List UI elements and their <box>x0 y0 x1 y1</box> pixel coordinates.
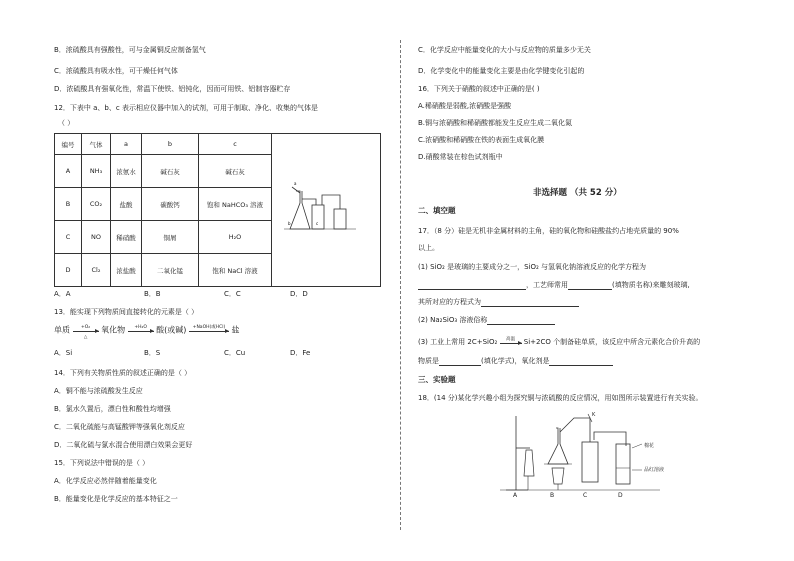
table-cell: 碳酸钙 <box>142 188 199 221</box>
chain-substance: 氧化物 <box>101 325 126 335</box>
svg-text:a: a <box>294 181 297 186</box>
table-cell: CO₂ <box>82 188 111 221</box>
part2-title: 非选择题 （共 52 分） <box>533 188 622 198</box>
reagent-table <box>54 133 381 287</box>
q13-option-b: B．S <box>144 349 161 357</box>
q15-option-b: B．能量变化是化学反应的基本特征之一 <box>54 495 178 503</box>
q15-stem: 15．下列说法中错误的是（ ） <box>54 459 150 467</box>
column-divider <box>400 40 401 530</box>
q15-option-a: A．化学反应必然伴随着能量变化 <box>54 477 157 485</box>
q17-stem-cont: 以上。 <box>418 244 439 252</box>
q15-option-d: D．化学变化中的能量变化主要是由化学键变化引起的 <box>418 67 585 75</box>
q17-part1-line3: 其所对应的方程式为 <box>418 297 579 307</box>
q11-option-b: B．浓硫酸具有强酸性，可与金属铜反应制备氢气 <box>54 46 206 54</box>
answer-blank[interactable] <box>418 281 526 290</box>
chain-substance: 盐 <box>231 325 240 335</box>
table-cell: NH₃ <box>82 155 111 188</box>
fig-label-k: K <box>592 412 596 418</box>
section-experiment: 三、实验题 <box>418 375 456 384</box>
table-cell: H₂O <box>199 221 272 254</box>
q11-option-c: C．浓硫酸具有吸水性，可干燥任何气体 <box>54 67 178 75</box>
table-cell: 碱石灰 <box>199 155 272 188</box>
table-cell: D <box>55 254 82 287</box>
table-cell: C <box>55 221 82 254</box>
q12-option-d: D．D <box>290 290 308 298</box>
table-cell: NO <box>82 221 111 254</box>
chain-substance: 酸(或碱) <box>156 325 187 335</box>
q12-option-a: A．A <box>54 290 71 298</box>
table-header: a <box>111 134 142 155</box>
reaction-arrow: +H₂O <box>128 325 154 335</box>
answer-blank[interactable] <box>568 281 612 290</box>
table-header: 编号 <box>55 134 82 155</box>
table-cell: 铜屑 <box>142 221 199 254</box>
fig-label-a: A <box>513 492 518 499</box>
table-cell: 饱和 NaCl 溶液 <box>199 254 272 287</box>
q17-stem: 17．（8 分）硅是无机非金属材料的主角，硅的氧化物和硅酸盐约占地壳质量的 90% <box>418 227 679 235</box>
q12-option-b: B．B <box>144 290 161 298</box>
table-cell: 饱和 NaHCO₃ 溶液 <box>199 188 272 221</box>
table-header: c <box>199 134 272 155</box>
reaction-arrow: +O₂ △ <box>73 325 99 335</box>
answer-blank[interactable] <box>439 357 481 366</box>
table-cell: Cl₂ <box>82 254 111 287</box>
reaction-arrow: 高温 <box>500 337 522 347</box>
answer-blank[interactable] <box>487 316 555 325</box>
apparatus-cell <box>272 134 381 287</box>
q12-stem: 12．下表中 a、b、c 表示相应仪器中加入的试剂，可用于制取、净化、收集的气体是 <box>54 104 318 112</box>
q18-stem: 18．(14 分)某化学兴趣小组为探究铜与浓硫酸的反应情况，用如图所示装置进行有关实验。 <box>418 394 703 402</box>
answer-blank[interactable] <box>549 357 613 366</box>
section-fill-in: 二、填空题 <box>418 206 456 215</box>
fig-label-d: D <box>618 492 623 499</box>
svg-text:c: c <box>316 221 319 226</box>
q11-option-d: D．浓硫酸具有强氧化性，常温下使铁、铝钝化，因而可用铁、铝制容器贮存 <box>54 85 291 93</box>
q13-stem: 13．能实现下列物质间直接转化的元素是（ ） <box>54 308 199 316</box>
table-cell: 二氧化锰 <box>142 254 199 287</box>
q12-paren: （ ） <box>58 119 75 127</box>
q17-part1: (1) SiO₂ 是玻璃的主要成分之一，SiO₂ 与氢氧化钠溶液反应的化学方程为 <box>418 263 646 271</box>
q12-option-c: C．C <box>224 290 241 298</box>
table-header-row <box>55 134 381 155</box>
q17-part1-line2: ，工艺师常用 (填物质名称)来雕刻玻璃, <box>418 280 690 290</box>
answer-blank[interactable] <box>481 298 579 307</box>
table-header: 气体 <box>82 134 111 155</box>
fig-label-cotton: 棉花 <box>644 443 655 449</box>
chain-substance: 单质 <box>54 325 70 335</box>
table-cell: 浓氨水 <box>111 155 142 188</box>
q16-option-c: C.浓硝酸和稀硝酸在铁的表面生成氧化膜 <box>418 136 545 144</box>
q17-part3: (3) 工业上常用 2C+SiO₂ 高温 Si+2CO 个制备硅单质，该反应中所含元素化合价升高的 <box>418 337 701 346</box>
q14-option-a: A．铜不能与浓硫酸发生反应 <box>54 387 143 395</box>
table-header: b <box>142 134 199 155</box>
svg-text:b: b <box>288 221 291 226</box>
fig-label-b: B <box>550 492 555 499</box>
fig-label-c: C <box>583 492 588 499</box>
q16-stem: 16．下列关于硝酸的叙述中正确的是( ) <box>418 85 540 93</box>
table-cell: B <box>55 188 82 221</box>
q17-part3-line2: 物质是 (填化学式)，氧化剂是 <box>418 356 613 366</box>
q15-option-c: C．化学反应中能量变化的大小与反应物的质量多少无关 <box>418 46 591 54</box>
table-cell: 稀硝酸 <box>111 221 142 254</box>
table-cell: 盐酸 <box>111 188 142 221</box>
table-cell: 碱石灰 <box>142 155 199 188</box>
q16-option-a: A.稀硝酸是弱酸,浓硝酸是强酸 <box>418 102 512 110</box>
q16-option-d: D.硝酸常装在棕色试剂瓶中 <box>418 153 503 161</box>
table-cell: A <box>55 155 82 188</box>
q13-conversion-chain <box>54 325 240 340</box>
reaction-arrow: +NaOH(或HCl) <box>189 325 229 335</box>
fig-label-magenta-solution: 品红溶液 <box>644 467 665 473</box>
q13-option-c: C．Cu <box>224 349 246 357</box>
gas-apparatus-diagram <box>276 169 376 249</box>
q14-stem: 14．下列有关物质性质的叙述正确的是（ ） <box>54 369 192 377</box>
q13-option-a: A．Si <box>54 349 73 357</box>
q14-option-b: B．氯水久置后，漂白性和酸性均增强 <box>54 405 171 413</box>
q14-option-c: C．二氧化硫能与高锰酸钾等强氧化剂反应 <box>54 423 185 431</box>
q17-part2: (2) Na₂SiO₃ 溶液俗称 <box>418 315 555 325</box>
q14-option-d: D．二氧化硫与氯水混合使用漂白效果会更好 <box>54 441 193 449</box>
table-cell: 浓盐酸 <box>111 254 142 287</box>
q13-option-d: D．Fe <box>290 349 311 357</box>
q16-option-b: B.铜与浓硝酸和稀硝酸都能发生反应生成二氧化氮 <box>418 119 573 127</box>
